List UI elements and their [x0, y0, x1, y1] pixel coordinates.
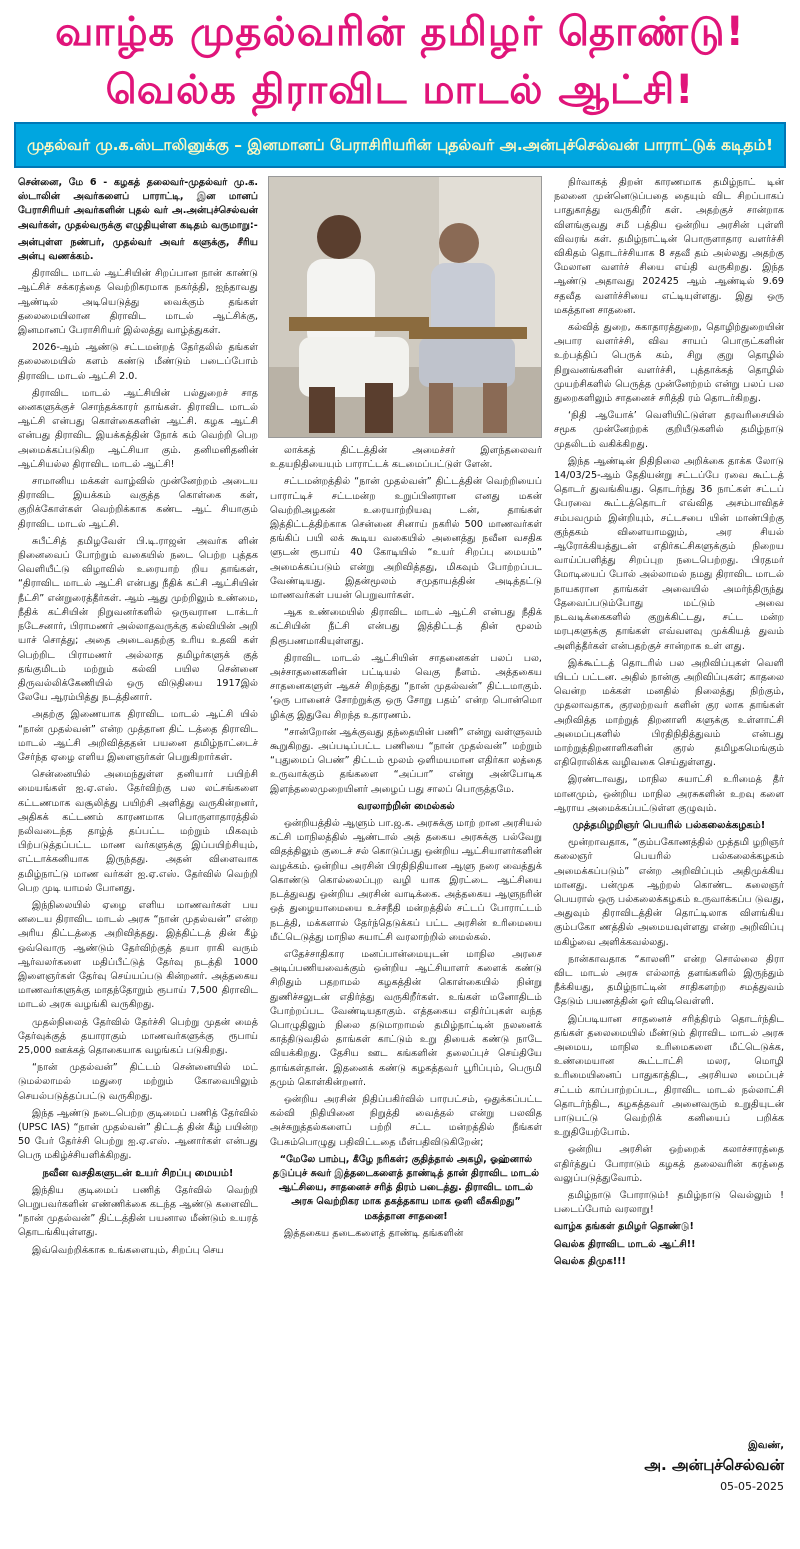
paragraph: இக்கூட்டத் தொடரில் பல அறிவிப்புகள் வெளி யிடப் பட்டன. அதில் நான்கு அறிவிப்புகள்; காதலை வென்ற மக்கள் மனதில் நிலைத்து நிற்கும், முதலாவதாக, குரலற்றவர் களின் குர லாக தாங்கள் அறிவித்த மாற்றுத் திறனாளி களுக்கு உள்ளாட்சி அமைப்புகளில் பிரதிநிதித்துவம் என்பது மாற்றுத்திறனாளிகளின் குரல் தமிழகமெங்கும் எதிரொலிக்க வழிவகை செய்துள்ளது. [554, 657, 784, 769]
photo-illustration [269, 177, 542, 438]
subheading: வரலாற்றின் மைல்கல் [357, 800, 455, 812]
paragraph: ஒன்றியத்தில் ஆளும் பா.ஜ.க. அரசுக்கு மாற் றான அரசியல் கட்சி மாநிலத்தில் ஆண்டால் அத் தகைய அரசுக்கு பல்வேறு விதத்திலும் குடைச் சல் கொடுப்பது ஒன்றிய ஆட்சியாளர்களின் வழக்கம். ஒன்றிய அரசின் பிரதிநிதியான ஆளு நரை வைத்துக் கொண்டு கொல்லைப்புற வழி யாக இரட்டை ஆட்சியை நடத்துவது ஒன்றிய அரசின் வாடிக்கை. அத்தகைய ஆளுநரின் ஒத் துழையாமையை உச்சநீதி மன்றத்தில் சட்டப் போராட்டம் நடத்தி, மக்களால் தேர்ந்தெடுக்கப் பட்ட அரசின் உரிமையை மீட்டெடுத்து மாநில சுயாட்சி வரலாற்றில் மைல்கல். [270, 818, 542, 943]
paragraph: சாமானிய மக்கள் வாழ்வில் முன்னேற்றம் அடைய திராவிட இயக்கம் வகுத்த கொள்கை கள், குறிக்கோள்கள் வெற்றிக்காக கண்ட ஆட் சியாகும் திராவிட மாடல் ஆட்சி. [18, 476, 258, 530]
paragraph: நான்காவதாக “காலனி” என்ற சொல்லை திரா விட மாடல் அரசு எல்லாத் தளங்களில் இருந்தும் நீக்கியது, தமிழ்நாட்டின் சாதிகளற்ற சமத்துவம் தேடும் பயணத்தின் ஓர் விடிவெள்ளி. [554, 953, 784, 1008]
article-column-3 [554, 176, 784, 1516]
banner: முதல்வர் மு.க.ஸ்டாலினுக்கு – இனமானப் பேராசிரியரின் புதல்வர் அ.அன்புச்செல்வன் பாராட்டுக் கடிதம்! [14, 122, 786, 168]
quote: “மேலே பாம்பு, கீழே நரிகள்; குதித்தால் அகழி, ஓஹ்னால் தடுப்புச் சுவர் இத்தடைகளைத் தாண்டித் தான் திராவிட மாடல் ஆட்சியை, சாதனைச் சரித் திரம் படைத்து. திராவிட மாடல் அரசு வெற்றிகர மாக தகத்தகாய மாக ஒளி வீசுகிறது” மகத்தான சாதனை! [272, 1153, 540, 1222]
article-column-1 [18, 176, 258, 1516]
paragraph: திராவிட மாடல் ஆட்சியின் சிறப்பான நான் காண்டு ஆட்சிச் சக்கரத்தை வெற்றிகரமாக நகர்த்தி, ஐந்தாவது ஆண்டில் அடியெடுத்து வைக்கும் தங்கள் தலைமையிலான திராவிட மாடல் ஆட்சிக்கு, இனமானப் பேராசிரியர் இல்லத்து வாழ்த்துகள். [18, 268, 258, 337]
paragraph: அன்புள்ள நண்பர், முதல்வர் அவர் களுக்கு, சீரிய அன்பு வணக்கம். [18, 236, 258, 263]
paragraph: அதற்கு இணையாக திராவிட மாடல் ஆட்சி யில் “நான் முதல்வன்” என்ற முத்தான திட் டத்தை திராவிட மாடல் ஆட்சி அறிவித்ததன் பயனை தமிழ்நாட்டைச் சேர்ந்த ஏழை எளிய இளைஞர்கள் பெறுகிறார்கள். [18, 709, 258, 763]
paragraph: சென்னையில் அமைந்துள்ள தனியார் பயிற்சி மையங்கள் ஐ.ஏ.எஸ். தேர்விற்கு பல லட்சங்களை கட்டணமாக வசூலித்து பயிற்சி அளித்து வருகின்றனர், அதிகக் கட்டணம் காரணமாக பொருளாதாரத்தில் நலிவடைந்த தாழ்த் தப்பட்ட மற்றும் மிகவும் பிற்படுத்தப்பட்ட மாண வர்களுக்கு இப்பயிற்சியும், எட்டாக்கனியாக இருந்தது. அதன் விளைவாக தமிழ்நாட்டு மாண வர்கள் ஐ.ஏ.எஸ். தேர்வில் வெற்றி பெற முடி யாமல் போனது. [18, 769, 258, 894]
paragraph: இந்நிலையில் ஏழை எளிய மாணவர்கள் பய னடைய திராவிட மாடல் அரசு “நான் முதல்வன்” என்ற அரிய திட்டத்தை அறிவித்தது. இத்திட்டத் தின் கீழ் ஒவ்வொரு ஆண்டும் தேர்விற்குத் தயா ராகி வரும் ஆர்வலர்களை மதிப்பீட்டுத் தேர்வு நடத்தி 1000 இளைஞர்கள் தேர்வு செய்யப்படு கின்றனர். அத்தகைய மாணவர்களுக்கு மாதந்தோறும் ரூபாய் 7,500 திராவிட மாடல் அரசு வழங்கி வருகிறது. [18, 899, 258, 1011]
paragraph: இவ்வெற்றிக்காக உங்களையும், சிறப்பு செய [32, 1244, 224, 1256]
slogan: வெல்க திராவிட மாடல் ஆட்சி!! [554, 1238, 696, 1250]
paragraph: தமிழ்நாடு போராடும்! தமிழ்நாடு வெல்லும் ! படைப்போம் வரலாறு! [554, 1190, 784, 1216]
article-column-2 [270, 444, 542, 1514]
paragraph: ஒன்றிய அரசின் நிதிப்பகிர்வில் பாரபட்சம், ஒதுக்கப்பட்ட கல்வி நிதியினை நிறுத்தி வைத்தல் என்று பலவித அச்சுறுத்தல்களைப் பற்றி சட்ட மன்றத்தில் நீங்கள் பேசும்பொழுது பதிவிட்டதை மீள்பதிவிடுகிறேன்; [270, 1093, 542, 1148]
signature-label: இவண், [748, 1440, 784, 1451]
paragraph: ஒன்றிய அரசின் ஒற்றைக் கலாச்சாரத்தை எதிர்த்துப் போராடும் கழகத் தலைவரின் கரத்தை வலுப்படுத்துவோம். [554, 1144, 784, 1184]
paragraph: ஆக உண்மையில் திராவிட மாடல் ஆட்சி என்பது நீதிக் கட்சியின் நீட்சி என்பது இத்திட்டத் தின் மூலம் நிரூபணமாகியுள்ளது. [270, 607, 542, 647]
slogan: வெல்க திமுக!!! [554, 1255, 626, 1267]
paragraph: “சான்றோன் ஆக்குவது தந்தையின் பணி” என்று வள்ளுவம் கூறுகிறது. அப்படிப்பட்ட பணியை “நான் முதல்வன்” மற்றும் “புதுமைப் பெண்” திட்டம் மூலம் ஒளிமயமான எதிர்கா லத்தை உருவாக்கும் தங்களை “அப்பா” என்று அன்போடிக இளந்தலைமுறையினர் அழைப் பது சாலப் பொருத்தமே. [270, 726, 542, 795]
paragraph: சுபீட்சித் தமிழவேள் பி.டி.ராஜன் அவர்க ளின் நினைவைப் போற்றும் வகையில் நடை பெற்ற புத்தக வெளியீட்டு விழாவில் உரையாற் றிய தாங்கள், “திராவிட மாடல் ஆட்சி என்பது நீதிக் கட்சி ஆட்சியின் நீட்சி” என்றுரைத்தீர்கள். ஆம் ஆது முற்றிலும் உண்மை, நீதிக் கட்சியின் நிறுவனர்களில் ஒருவரான டாக்டர் நடேசனார், பிராமணர் அல்லாதவருக்கு கல்வியின் அறி யாச் சொத்து; அதை அடைவதற்கு உரிய உதவி கள் பெற்றிட பிராமணர் அல்லாத தமிழர்களுக் குத் தங்குமிடம் மற்றும் கல்வி பயில சென்னை திருவல்லிக்கேணியில் ஒரு விடுதியை 1917இல் லேயே ஆரம்பித்து நடத்தினார். [18, 535, 258, 704]
paragraph: திராவிட மாடல் ஆட்சியின் சாதனைகள் பலப் பல, அச்சாதனைகளின் பட்டியல் வெகு நீளம். அத்தகைய சாதனைகளுள் ஆகச் சிறந்தது “நான் முதல்வன்” திட்டமாகும். ‘ஒரு பானைச் சோற்றுக்கு ஒரு சோறு பதம்’ என்ற பொன்மொ ழிக்கு இதுவே சிறந்த உதாரணம். [270, 652, 542, 721]
paragraph: திராவிட மாடல் ஆட்சியின் பல்துறைச் சாத னைகளுக்குச் சொந்தக்காரர் தாங்கள். திராவிட மாடல் ஆட்சி என்பது கொள்கைகளின் ஆட்சி. கழக ஆட்சி என்பது திராவிட இயக்கத்தின் நோக் கம் வெற்றி பெற அமைக்கப்படுகிற ஆட்சியா கும். தனிமனிதனின் ஆட்சியல்ல திராவிட மாடல் ஆட்சி! [18, 387, 258, 470]
headline-line-1: வாழ்க முதல்வரின் தமிழர் தொண்டு! [55, 9, 745, 55]
paragraph: இத்தகைய தடைகளைத் தாண்டி தங்களின் [284, 1227, 464, 1239]
paragraph: கல்வித் துறை, சுகாதாரத்துறை, தொழிற்துறையின் அபார வளர்ச்சி, விவ சாயப் பொருட்களின் உற்பத்திப் பெருக் கம், சிறு குறு தொழில் நிறுவனங்களின் வளர்ச்சி, புத்தாக்கத் தொழில் முயற்சிகளில் பெருத்த முன்னேற்றம் என்று பலப் பல துறைகளிலும் சாதனைச் சரித்தி ரம் தொடர்கிறது. [554, 322, 784, 405]
paragraph: லாக்கத் திட்டத்தின் அமைச்சர் இளந்தலைவர் உதயநிதியையும் பாராட்டக் கடமைப்பட்டுள் ளேன். [270, 445, 542, 471]
paragraph: சென்னை, மே 6 - கழகத் தலைவர்-முதல்வர் மு.க. ஸ்டாலின் அவர்களைப் பாராட்டி, இன மானப் பேராசிரியர் அவர்களின் புதல் வர் அ.அன்புச்செல்வன் அவர்கள், முதல்வருக்கு எழுதியுள்ள கடிதம் வருமாறு:- [18, 177, 258, 231]
photo-chief-minister-meeting [268, 176, 542, 438]
paragraph: முதல்நிலைத் தேர்வில் தேர்ச்சி பெற்று முதன் மைத் தேர்வுக்குத் தயாராகும் மாணவர்களுக்கு ரூபாய் 25,000 ஊக்கத் தொகையாக வழங்கப் படுகிறது. [18, 1016, 258, 1056]
paragraph: “நான் முதல்வன்” திட்டம் சென்னையில் மட் டுமல்லாமல் மதுரை மற்றும் கோவையிலும் செயல்படுத்தப்பட்டு வருகிறது. [18, 1062, 258, 1102]
paragraph: 2026-ஆம் ஆண்டு சட்டமன்றத் தேர்தலில் தங்கள் தலைமையில் களம் கண்டு மீண்டும் படைப்போம் திராவிட மாடல் ஆட்சி 2.0. [18, 342, 258, 382]
paragraph: இப்படியான சாதனைச் சரித்திரம் தொடர்ந்திட தங்கள் தலைமையில் மீண்டும் திராவிட மாடல் அரசு அமைய, மாநில உரிமைகளை மீட்டெடுக்க, உண்மையான கூட்டாட்சி மலர, மொழி உரிமையினைப் பாதுகாத்திட, அரசியல மைப்புச் சட்டம் காப்பாற்றப்பட, திராவிட மாடல் நல்லாட்சி தொடர்ந்திட, கழகத்தவர் அனைவரும் உறுதியுடன் பாடுபட்டு வெற்றிக் கனியைப் பறிக்க உறுதியேற்போம். [554, 1013, 784, 1139]
signature-block [554, 1440, 784, 1493]
paragraph: மூன்றாவதாக, “கும்பகோணத்தில் முத்தமி ழறிஞர் கலைஞர் பெயரில் பல்கலைக்கழகம் அமைக்கப்படும்” என்ற அறிவிப்பும் அதிமுக்கிய மானது. பன்முக ஆற்றல் கொண்ட கலைஞர் பெயரால் ஒரு பல்கலைக்கழகம் உருவாக்கப்ப டுவது, அதுவும் திராவிடத்தின் தொட்டிலாக விளங்கிய கும்பகோ ணத்தில் அமையவுள்ளது என்ற அறிவிப்பு மகிழ்வை அளிக்கவல்லது. [554, 837, 784, 948]
subheading: முத்தமிழறிஞர் பெயரில் பல்கலைக்கழகம்! [572, 819, 766, 831]
paragraph: ‘நிதி ஆயோக்’ வெளியிட்டுள்ள தரவரிசையில் சமூக முன்னேற்றக் குறியீடுகளில் தமிழ்நாடு முதலிடம் வகிக்கிறது. [554, 410, 784, 450]
slogan: வாழ்க தங்கள் தமிழர் தொண்டு! [554, 1221, 694, 1233]
subheading: நவீன வசதிகளுடன் உயர் சிறப்பு மையம்! [42, 1167, 234, 1179]
paragraph: இரண்டாவது, மாநில சுயாட்சி உரிமைத் தீர் மானமும், ஒன்றிய மாநில அரசுகளின் உறவு களை ஆராய அமைக்கப்பட்டுள்ள குழுவும். [554, 774, 784, 814]
paragraph: இந்த ஆண்டு நடைபெற்ற குடிமைப் பணித் தேர்வில் (UPSC IAS) “நான் முதல்வன்” திட்டத் தின் கீழ் பயின்ற 50 பேர் தேர்ச்சி பெற்று ஐ.ஏ.எஸ். ஆனார்கள் என்பது பெரு மகிழ்ச்சியளிக்கிறது. [18, 1107, 258, 1162]
paragraph: எதேச்சாதிகார மனப்பான்மையுடன் மாநில அரசை அடிப்பணியவைக்கும் ஒன்றிய ஆட்சியாளர் களைக் கண்டு சிறிதும் பதறாமல் கழகத்தின் கொள்கையில் நின்று துணிச்சலுடன் எதிர்த்து வருகிறீர்கள். உங்கள் மனோதிடம் போற்றப்பட வேண்டியதாகும். எத்தகைய எதிர்ப்புகள் வந்த பொழுதிலும் நிலை தடுமாறாமல் தமிழ்நாட்டின் நலனைக் காத்திடுவதில் தாங்கள் காட்டும் உறு தியைக் கண்டு நாடே வியக்கிறது. தேசிய ஊட கங்களின் தலைப்புச் செய்தியே தாங்கள்தான். இதனைக் கண்டு கழகத்தவர் பூரிப்பும், பெருமி தமும் கொள்கின்றனர். [270, 948, 542, 1088]
letter-date: 05-05-2025 [720, 1480, 784, 1493]
paragraph: சட்டமன்றத்தில் “நான் முதல்வன்” திட்டத்தின் வெற்றியைப் பாராட்டிச் சட்டமன்ற உறுப்பினரான எனது மகன் வெற்றிஅழகன் உரையாற்றியவு டன், தாங்கள் இத்திட்டத்திற்காக சென்னை சினாய் நகரில் 500 மாணவர்கள் தங்கிப் பயி லக் கூடிய வகையில் அனைத்து நவீன வசதிக ளுடன் ரூபாய் 40 கோடியில் “உயர் சிறப்பு மையம்” அமைக்கப்படும் என்று அறிவித்தது, மிகவும் போற்றப்பட வேண்டியது. இதன்மூலம் சமுதாயத்தின் அடித்தட்டு மாணவர்கள் பயன் பெறுவார்கள். [270, 476, 542, 602]
paragraph: இந்திய குடிமைப் பணித் தேர்வில் வெற்றி பெறுபவர்களின் எண்ணிக்கை கடந்த ஆண்டு களைவிட “நான் முதல்வன்” திட்டத்தின் பயனால மீண்டும் உயரத் தொடங்கியுள்ளது. [18, 1184, 258, 1239]
paragraph: இந்த ஆண்டின் நிதிநிலை அறிக்கை தாக்க லோடு 14/03/25-ஆம் தேதியன்று சட்டப்பே ரவை கூட்டத் தொடர் துவங்கியது. தொடர்ந்து 36 நாட்கள் சட்டப் பேரவை கூட்டத்தொடர் எவ்வித அசம்பாவிதச் சம்பவமும் இன்றியும், சட்டசபை யின் மாண்பிற்கு குந்தகம் விளையாமலும், அர சியல் ஆரோக்கியத்துடன் எதிர்கட்சிகளுக்கும் நிறைய வாய்ப்பளித்து சிறப்புற நடைபெற்றது. பிரதமர் மோடியைப் போல் அல்லாமல் நமது திராவிட மாடல் நாயகரான தாங்கள் அவையில் அமர்ந்திருந்து தேவைப்படும்போது மட்டும் அவை நடவடிக்கைகளில் குறுக்கிட்டது, சட்ட மன்ற மரபுகளுக்கு தாங்கள் எவ்வளவு முக்கியத் துவம் அளித்தீர்கள் என்பதற்குச் சான்றாக உள் ளது. [554, 455, 784, 652]
signature-name: அ. அன்புச்செல்வன் [644, 1456, 784, 1474]
headline-line-2: வெல்க திராவிட மாடல் ஆட்சி! [105, 67, 695, 113]
paragraph: நிர்வாகத் திறன் காரணமாக தமிழ்நாட் டின் நலனை முன்னெடுப்பதை தையும் விட சிறப்பாகப் பாதுகாத்து வருகிறீர் கள். அதற்குச் சான்றாக விளங்குவது சமீ பத்திய ஒன்றிய அரசின் புள்ளி விவரங் கள். தமிழ்நாட்டின் பொருளாதார வளர்ச்சி விகிதம் தொடர்ச்சியாக 8 சதவீ தம் அல்லது அதற்கு மேலான வளர்ச் சியை எய்தி வருகிறது. இந்த ஆண்டு அதாவது 202425 ஆம் ஆண்டில் 9.69 சதவீத வளர்ச்சியை எட்டியுள்ளது. இது ஒரு மகத்தான சாதனை. [554, 177, 784, 316]
